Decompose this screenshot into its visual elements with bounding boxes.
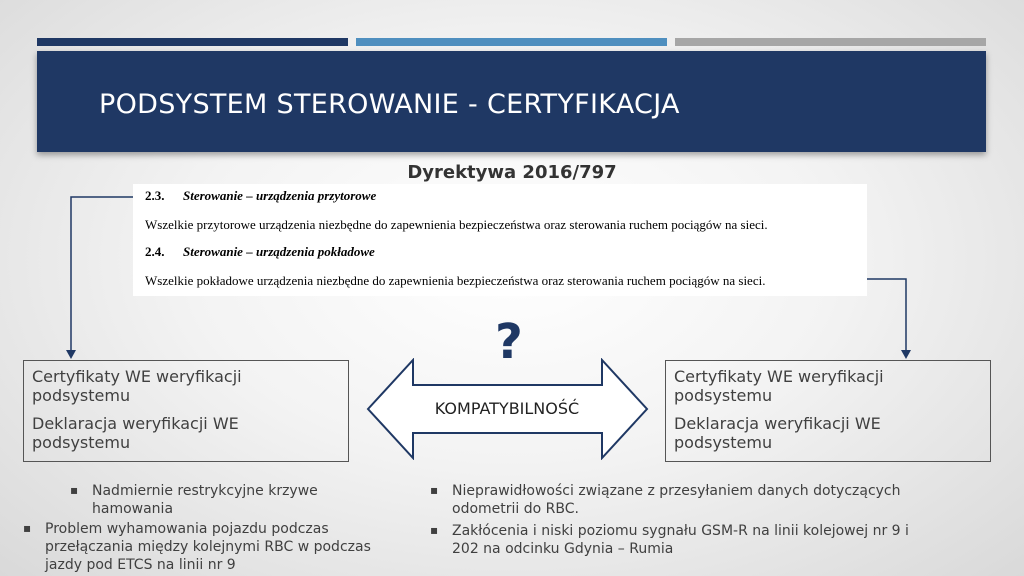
excerpt-title-2: Sterowanie – urządzenia pokładowe: [183, 244, 375, 259]
excerpt-title-1: Sterowanie – urządzenia przytorowe: [183, 188, 377, 203]
compatibility-label: KOMPATYBILNOŚĆ: [434, 399, 580, 418]
bullet-icon: ▪: [430, 523, 439, 537]
right-bullet-2-text: Zakłócenia i niski poziomu sygnału GSM-R na linii kolejowej nr 9 i 202 na odcinku Gdynia – Rumia: [452, 523, 909, 557]
directive-heading: Dyrektywa 2016/797: [407, 162, 617, 183]
left-box-line-1: Certyfikaty WE weryfikacji podsystemu: [32, 367, 242, 405]
left-bullet-1-text: Nadmiernie restrykcyjne krzywe hamowania: [92, 483, 318, 517]
right-bullet-2: [430, 522, 932, 558]
page-title: PODSYSTEM STEROWANIE - CERTYFIKACJA: [99, 89, 680, 120]
connector-right-arrowhead: [901, 350, 911, 359]
bullet-icon: ▪: [430, 483, 439, 497]
left-bullet-1: [70, 482, 362, 518]
excerpt-number-1: 2.3.: [145, 188, 165, 203]
left-bullet-2: [23, 520, 405, 574]
excerpt-text-1: Wszelkie przytorowe urządzenia niezbędne do zapewnienia bezpieczeństwa oraz sterowania ruchem pociągów na sieci.: [145, 217, 768, 232]
bullet-icon: ▪: [23, 521, 32, 535]
bullet-icon: ▪: [70, 483, 79, 497]
left-certificates-box: [23, 360, 349, 462]
excerpt-text-2: Wszelkie pokładowe urządzenia niezbędne do zapewnienia bezpieczeństwa oraz sterowania ruchem pociągów na sieci.: [145, 273, 766, 288]
right-certificates-box: [665, 360, 991, 462]
right-bullet-1: [430, 482, 952, 518]
connector-left-arrowhead: [66, 350, 76, 359]
excerpt-number-2: 2.4.: [145, 244, 165, 259]
connector-left: [71, 197, 133, 352]
right-bullet-1-text: Nieprawidłowości związane z przesyłaniem danych dotyczących odometrii do RBC.: [452, 483, 901, 517]
question-mark-icon: ?: [495, 314, 523, 370]
connector-right: [867, 279, 906, 352]
right-box-line-2: Deklaracja weryfikacji WE podsystemu: [674, 414, 881, 452]
left-box-line-2: Deklaracja weryfikacji WE podsystemu: [32, 414, 239, 452]
left-bullet-2-text: Problem wyhamowania pojazdu podczas przełączania między kolejnymi RBC w podczas jazdy pod ETCS na linii nr 9: [45, 521, 371, 573]
right-box-line-1: Certyfikaty WE weryfikacji podsystemu: [674, 367, 884, 405]
